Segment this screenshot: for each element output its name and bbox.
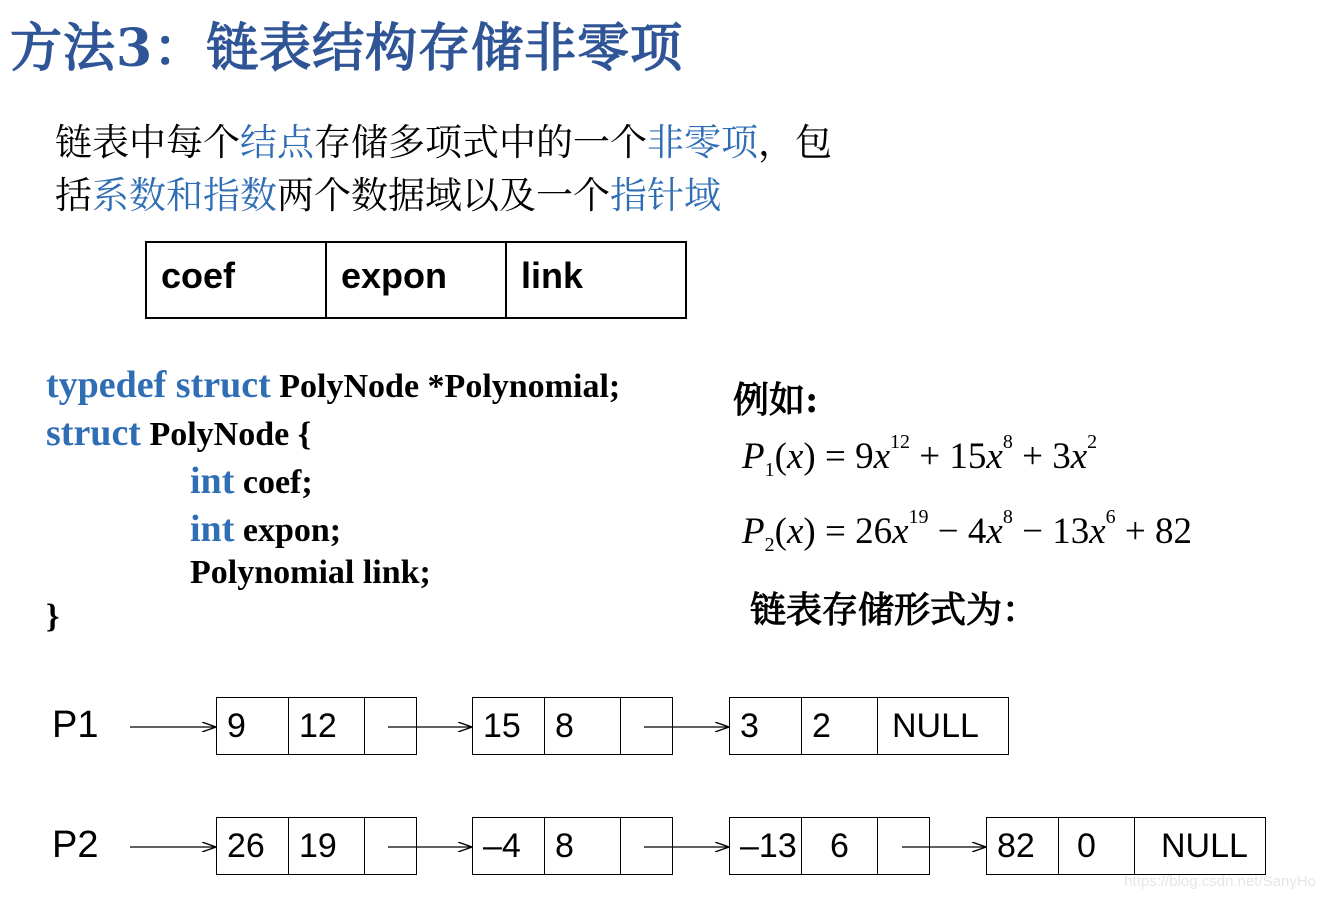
formula-coef: 26	[855, 511, 893, 552]
page-title: 方法3：链表结构存储非零项	[10, 18, 684, 79]
desc-text: 两个数据域以及一个	[277, 174, 610, 217]
code-line-link: Polynomial link;	[190, 554, 431, 591]
node-expon: 8	[545, 818, 621, 874]
node-coef: 9	[217, 698, 289, 754]
formula-exponent: 12	[890, 431, 911, 453]
desc-text: 括	[55, 174, 92, 217]
formula-var: x	[1070, 436, 1088, 477]
formula-exponent: 8	[1002, 431, 1013, 453]
formula-coef: 82	[1155, 511, 1193, 552]
desc-text: 存储多项式中的一个	[314, 121, 647, 164]
storage-label: 链表存储形式为：	[750, 590, 1039, 631]
code-keyword: typedef struct	[46, 364, 271, 406]
formula-exponent: 6	[1105, 506, 1116, 528]
formula-name: P	[742, 511, 765, 552]
formula-exponent: 8	[1002, 506, 1013, 528]
formula-var: x	[786, 436, 804, 477]
formula-sign: +	[910, 436, 950, 477]
node-coef: –4	[473, 818, 545, 874]
formula-exponent: 2	[1087, 431, 1098, 453]
node-link-null: NULL	[892, 706, 979, 745]
desc-highlight: 指针域	[610, 174, 721, 217]
example-label: 例如:	[733, 379, 819, 421]
node-coef: 82	[987, 818, 1059, 874]
code-text: PolyNode *Polynomial;	[279, 368, 621, 405]
formula-var: x	[873, 436, 891, 477]
formula-var: x	[786, 511, 804, 552]
formula-exponent: 19	[908, 506, 929, 528]
formula-var: x	[892, 511, 909, 552]
node-coef: –13	[730, 818, 802, 874]
code-text: expon;	[242, 512, 342, 549]
formula-coef: 15	[949, 436, 987, 477]
formula-var: x	[1089, 511, 1106, 552]
field-coef: coef	[146, 242, 326, 318]
desc-text: ，包	[758, 121, 832, 164]
node-expon: 19	[289, 818, 365, 874]
formula-subscript: 2	[764, 534, 775, 556]
formula-coef: 9	[855, 436, 874, 477]
formula-coef: 3	[1052, 436, 1071, 477]
list-label-p2: P2	[52, 824, 99, 866]
node-link-null: NULL	[1161, 826, 1248, 865]
desc-highlight: 结点	[240, 121, 314, 164]
formula-arg: (x)	[774, 436, 816, 477]
formula-var: x	[986, 511, 1003, 552]
code-keyword: int	[190, 460, 235, 502]
field-link: link	[506, 242, 686, 318]
formula-coef: 4	[967, 511, 987, 552]
node-expon: 8	[545, 698, 621, 754]
formula-name: P	[742, 436, 765, 477]
formula-equals: =	[815, 511, 856, 552]
field-expon: expon	[326, 242, 506, 318]
formula-sign: −	[928, 511, 968, 552]
list-label-p1: P1	[52, 704, 99, 746]
formula-sign: −	[1012, 511, 1053, 552]
node-expon: 0	[1059, 818, 1135, 874]
code-text: coef;	[242, 464, 313, 501]
desc-text: 链表中每个	[55, 121, 240, 164]
node-expon: 12	[289, 698, 365, 754]
formula-coef: 13	[1052, 511, 1090, 552]
node-coef: 3	[730, 698, 802, 754]
code-keyword: int	[190, 508, 235, 550]
code-text: PolyNode {	[149, 416, 312, 453]
desc-highlight: 非零项	[647, 121, 758, 164]
code-line-close: }	[46, 598, 60, 635]
formula-sign: +	[1115, 511, 1156, 552]
formula-arg: (x)	[774, 511, 816, 552]
formula-var: x	[986, 436, 1003, 477]
desc-highlight: 系数和指数	[92, 174, 277, 217]
node-expon: 2	[802, 698, 878, 754]
node-expon: 6	[802, 818, 878, 874]
node-coef: 26	[217, 818, 289, 874]
formula-equals: =	[815, 436, 856, 477]
formula-sign: +	[1012, 436, 1053, 477]
node-coef: 15	[473, 698, 545, 754]
watermark: https://blog.csdn.net/SanyHo	[1124, 873, 1316, 890]
formula-subscript: 1	[764, 459, 775, 481]
code-keyword: struct	[46, 412, 141, 454]
